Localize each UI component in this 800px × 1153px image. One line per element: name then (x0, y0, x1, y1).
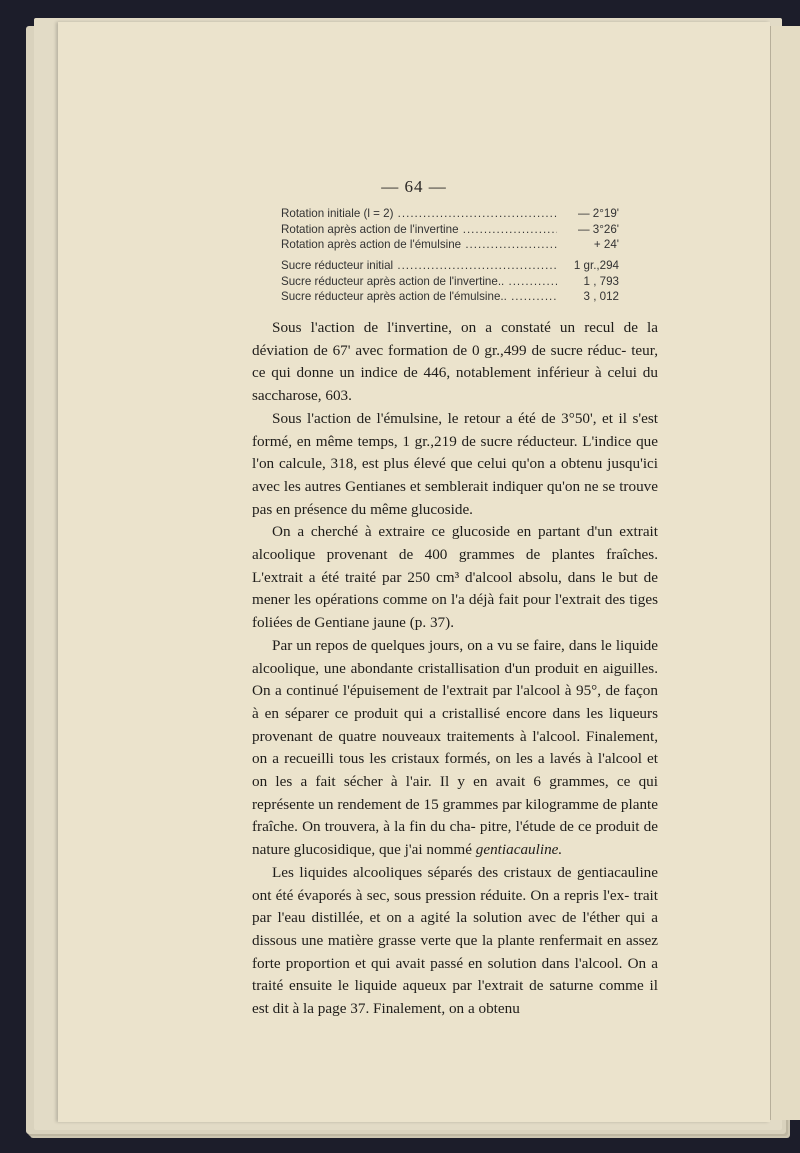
next-page-edge (770, 26, 800, 1120)
sugar-table (281, 258, 619, 305)
table-row (281, 289, 619, 305)
paragraph: On a cherché à extraire ce glucoside en partant d'un extrait alcoolique provenant de 400 grammes de plantes fraîches. L'extrait a été traité par 250 cm³ d'alcool absolu, dans le but de mener les opérations comme on l'a déjà fait pour l'extrait des tiges foliées de Gentiane jaune (p. 37). (252, 523, 658, 632)
row-value: 1 gr.,294 (557, 258, 619, 274)
table-row (281, 222, 619, 238)
row-value: — 2°19' (557, 206, 619, 222)
row-value: 3 , 012 (557, 289, 619, 305)
row-label: Sucre réducteur après action de l'invertine.. ..... (281, 274, 557, 290)
row-label: Sucre réducteur initial ..... (281, 258, 557, 274)
row-label: Rotation après action de l'invertine ..... (281, 222, 557, 238)
paragraph: Sous l'action de l'invertine, on a constaté un recul de la déviation de 67' avec formation de 0 gr.,499 de sucre réduc- teur, ce qui donne un indice de 446, notablement inférieur à celui du saccharose, 603. (252, 319, 658, 405)
row-label: Sucre réducteur après action de l'émulsine.. ..... (281, 289, 557, 305)
table-row (281, 258, 619, 274)
table-row (281, 237, 619, 253)
book-page (58, 22, 770, 1122)
paragraph: Les liquides alcooliques séparés des cristaux de gentiacauline ont été évaporés à sec, sous pression réduite. On a repris l'ex- trait par l'eau distillée, et on a agité la solution avec de l'éther qui a dissous une matière grasse verte que la plante renfermait en assez forte proportion et qui avait passé en solution dans l'alcool. On a traité ensuite le liquide aqueux par l'extrait de saturne comme il est dit à la page 37. Finalement, on a obtenu (252, 863, 658, 1018)
rotation-table (281, 206, 619, 253)
named-term: gentiacauline. (475, 841, 563, 859)
paragraph-text: Par un repos de quelques jours, on a vu se faire, dans le liquide alcoolique, une abondante cristallisation d'un produit en aiguilles. On a continué l'épuisement de l'extrait par l'alcool à 95°, de façon à en séparer ce produit qui a cristallisé encore dans les liqueurs provenant de quatre nouveaux traitements à l'alcool. Finalement, on a recueilli tous les cristaux formés, on les a lavés à l'alcool et on les a fait sécher à l'air. Il y en avait 6 grammes, ce qui représente un rendement de 15 grammes par kilogramme de plante fraîche. On trouvera, à la fin du cha- pitre, l'étude de ce produit de nature glucosidique, que j'ai nommé (252, 636, 658, 859)
paragraph: Sous l'action de l'émulsine, le retour a été de 3°50', et il s'est formé, en même temps, 1 gr.,219 de sucre réducteur. L'indice que l'on calcule, 318, est plus élevé que celui qu'on a obtenu jusqu'ici avec les autres Gentianes et semblerait indiquer qu'on ne se trouve pas en présence du même glucoside. (252, 409, 658, 518)
row-label: Rotation initiale (l = 2) ..... (281, 206, 557, 222)
paragraph (252, 635, 658, 862)
table-row (281, 274, 619, 290)
row-label: Rotation après action de l'émulsine ..... (281, 237, 557, 253)
page-number: — 64 — (381, 177, 447, 196)
row-value: + 24' (557, 237, 619, 253)
row-value: — 3°26' (557, 222, 619, 238)
body-text (252, 317, 658, 1021)
row-value: 1 , 793 (557, 274, 619, 290)
table-row (281, 206, 619, 222)
